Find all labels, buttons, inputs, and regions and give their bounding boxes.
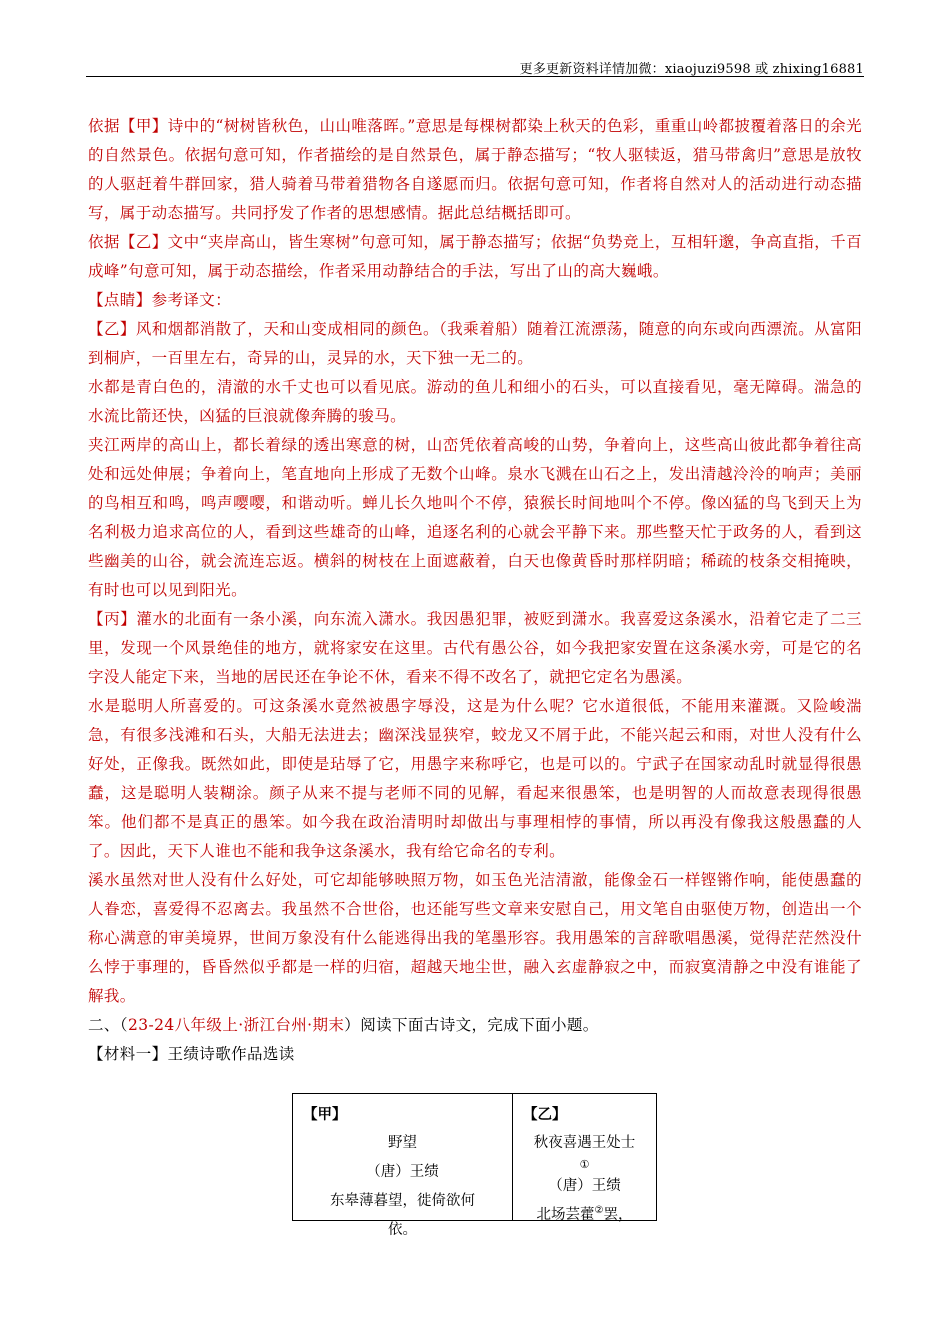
paragraph-translation-yi-1: 【乙】风和烟都消散了，天和山变成相同的颜色。（我乘着船）随着江流漂荡，随意的向东或向西漂流。从富阳到桐庐，一百里左右，奇异的山，灵异的水，天下独一无二的。	[88, 320, 862, 367]
paragraph-analysis-jia: 依据【甲】诗中的“树树皆秋色，山山唯落晖。”意思是每棵树都染上秋天的色彩，重重山岭都披覆着落日的余光的自然景色。依据句意可知，作者描绘的是自然景色，属于静态描写；“牧人驱犊返，猎马带禽归”意思是放牧的人驱赶着牛群回家，猎人骑着马带着猎物各自遂愿而归。依据句意可知，作者将自然对人的活动进行动态描写，属于动态描写。共同抒发了作者的思想感情。据此总结概括即可。	[88, 117, 862, 222]
footnote-marker: ①	[579, 1158, 590, 1171]
document-body	[88, 112, 862, 1069]
section-heading: 二、（23-24八年级上·浙江台州·期末）阅读下面古诗文，完成下面小题。	[88, 1016, 599, 1034]
material-title: 【材料一】王绩诗歌作品选读	[88, 1045, 295, 1063]
poem-cell-yi	[513, 1094, 656, 1223]
poem-title: 野望	[388, 1135, 417, 1151]
footnote-marker: ②	[594, 1205, 604, 1217]
paragraph-translation-bing-1: 【丙】灌水的北面有一条小溪，向东流入潇水。我因愚犯罪，被贬到潇水。我喜爱这条溪水，沿着它走了二三里，发现一个风景绝佳的地方，就将家安在这里。古代有愚公谷，如今我把家安置在这条溪水旁，可是它的名字没人能定下来，当地的居民还在争论不休，看来不得不改名了，就把它定名为愚溪。	[88, 610, 862, 686]
poem-tag: 【乙】	[523, 1106, 567, 1123]
question-source: 23-24八年级上·浙江台州·期末	[127, 1016, 345, 1034]
poem-author: （唐）王绩	[366, 1164, 439, 1180]
poem-cell-jia	[293, 1094, 513, 1238]
paragraph-translation-yi-2: 水都是青白色的，清澈的水千丈也可以看见底。游动的鱼儿和细小的石头，可以直接看见，毫无障碍。湍急的水流比箭还快，凶猛的巨浪就像奔腾的骏马。	[88, 378, 862, 425]
poem-line: 北场芸藿②罢，	[536, 1205, 633, 1223]
poem-table	[292, 1093, 657, 1238]
paragraph-translation-yi-3: 夹江两岸的高山上，都长着绿的透出寒意的树，山峦凭依着高峻的山势，争着向上，这些高山彼此都争着往高处和远处伸展；争着向上，笔直地向上形成了无数个山峰。泉水飞溅在山石之上，发出清越泠泠的响声；美丽的鸟相互和鸣，鸣声嘤嘤，和谐动听。蝉儿长久地叫个不停，猿猴长时间地叫个不停。像凶猛的鸟飞到天上为名利极力追求高位的人，看到这些雄奇的山峰，追逐名利的心就会平静下来。那些整天忙于政务的人，看到这些幽美的山谷，就会流连忘返。横斜的树枝在上面遮蔽着，白天也像黄昏时那样阴暗；稀疏的枝条交相掩映，有时也可以见到阳光。	[88, 436, 862, 599]
poem-author: （唐）王绩	[548, 1178, 621, 1194]
page-header: 更多更新资料详情加微：xiaojuzi9598 或 zhixing16881	[519, 62, 864, 77]
header-rule	[86, 76, 864, 77]
paragraph-translation-bing-3: 溪水虽然对世人没有什么好处，可它却能够映照万物，如玉色光洁清澈，能像金石一样铿锵作响，能使愚蠢的人眷恋，喜爱得不忍离去。我虽然不合世俗，也还能写些文章来安慰自己，用文笔自由驱使万物，创造出一个称心满意的审美境界，世间万象没有什么能逃得出我的笔墨形容。我用愚笨的言辞歌唱愚溪，觉得茫茫然没什么悖于事理的，昏昏然似乎都是一样的归宿，超越天地尘世，融入玄虚静寂之中，而寂寞清静之中没有谁能了解我。	[88, 871, 862, 1005]
paragraph-analysis-yi: 依据【乙】文中“夹岸高山，皆生寒树”句意可知，属于静态描写；依据“负势竞上，互相轩邈，争高直指，千百成峰”句意可知，属于动态描绘，作者采用动静结合的手法，写出了山的高大巍峨。	[88, 233, 862, 280]
poem-tag: 【甲】	[303, 1106, 347, 1123]
paragraph-dianjing: 【点睛】参考译文：	[88, 291, 232, 309]
poem-line: 依。	[388, 1222, 417, 1238]
poem-line: 东皋薄暮望，徙倚欲何	[330, 1193, 475, 1209]
paragraph-translation-bing-2: 水是聪明人所喜爱的。可这条溪水竟然被愚字辱没，这是为什么呢？它水道很低，不能用来灌溉。又险峻湍急，有很多浅滩和石头，大船无法进去；幽深浅显狭窄，蛟龙又不屑于此，不能兴起云和雨，对世人没有什么好处，正像我。既然如此，即使是玷辱了它，用愚字来称呼它，也是可以的。宁武子在国家动乱时就显得很愚蠢，这是聪明人装糊涂。颜子从来不提与老师不同的见解，看起来很愚笨，也是明智的人而故意表现得很愚笨。他们都不是真正的愚笨。如今我在政治清明时却做出与事理相悖的事情，所以再没有像我这般愚蠢的人了。因此，天下人谁也不能和我争这条溪水，我有给它命名的专利。	[88, 697, 862, 860]
poem-title: 秋夜喜遇王处士	[533, 1135, 636, 1151]
